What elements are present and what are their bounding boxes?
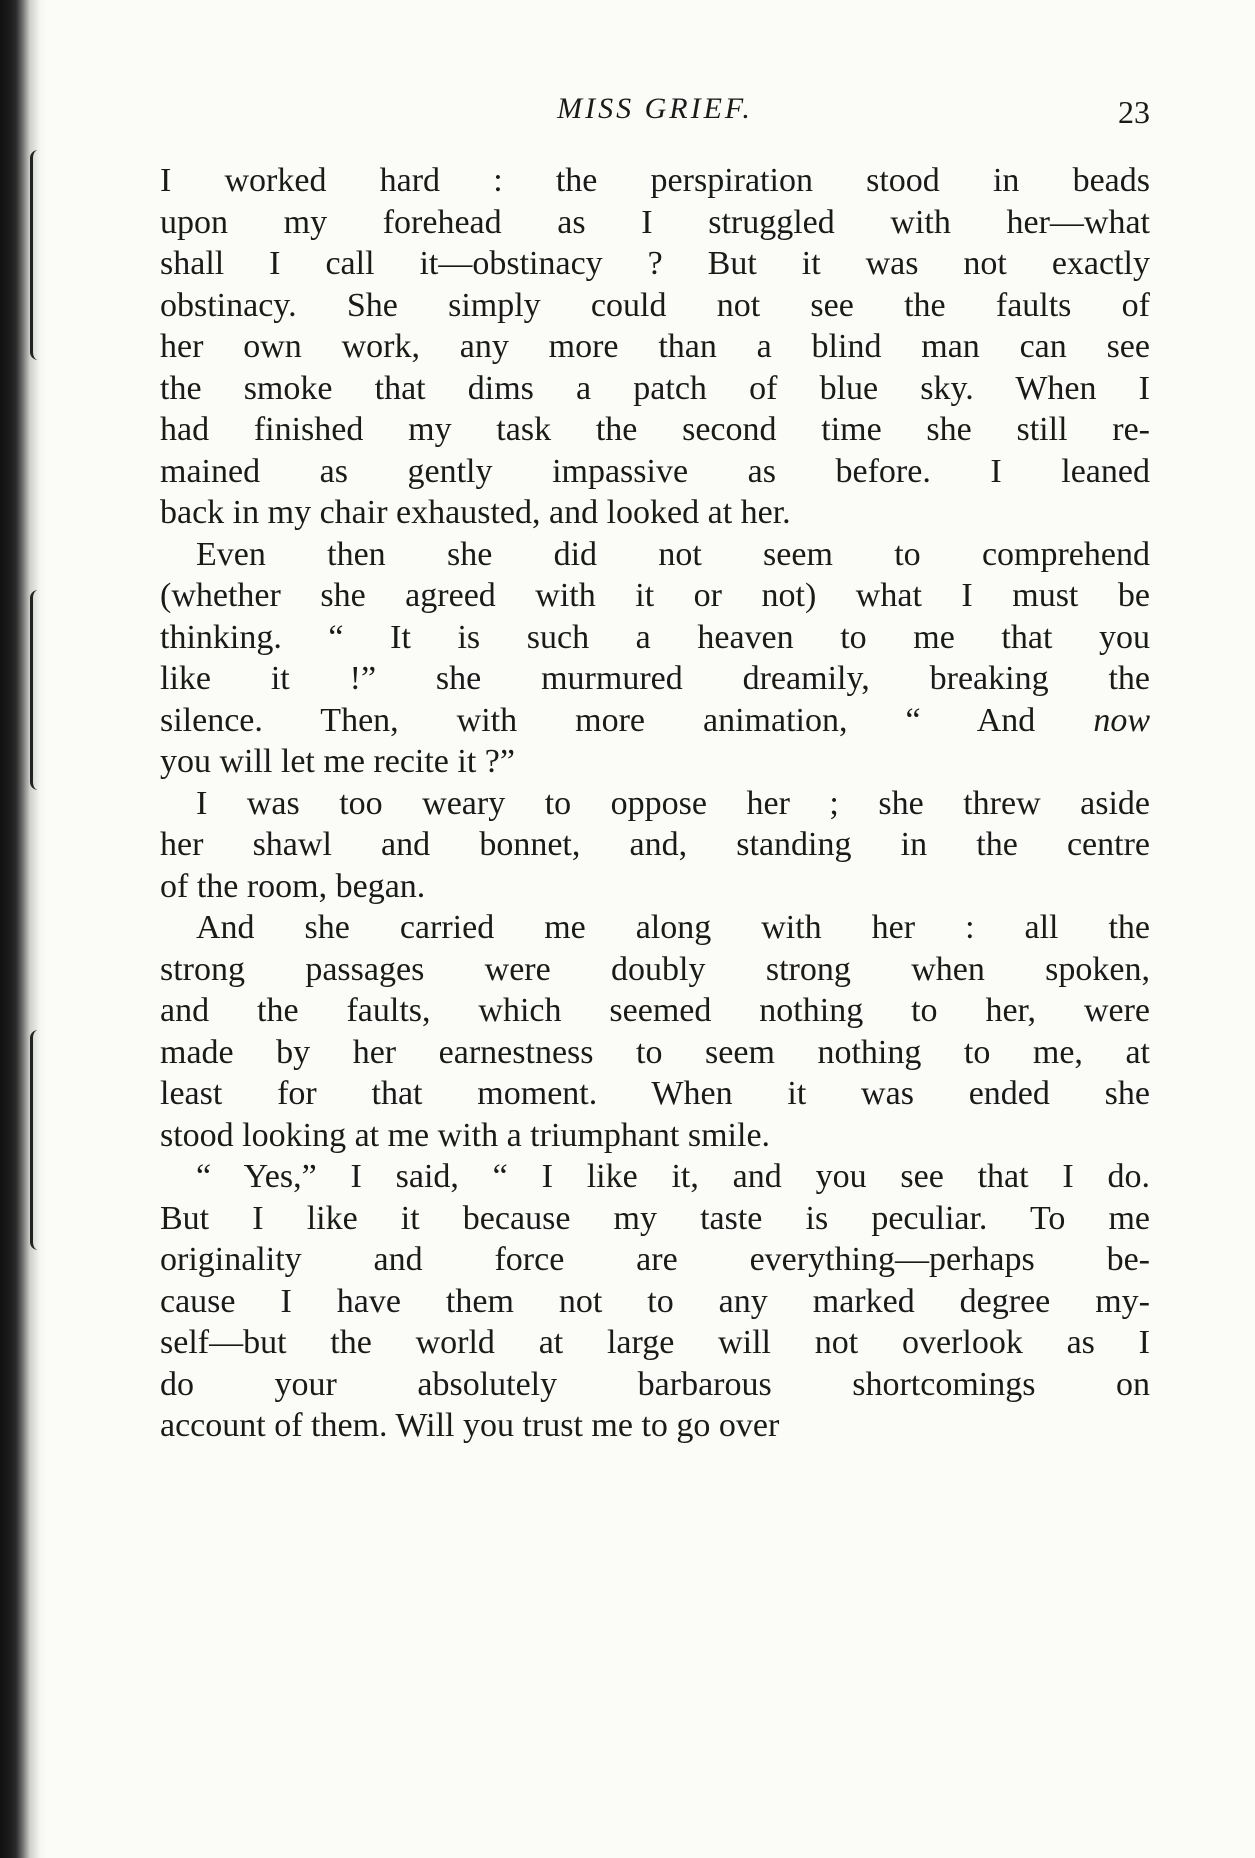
- text-line: the smoke that dims a patch of blue sky. When I: [160, 369, 1150, 407]
- paragraph: [160, 907, 1150, 1156]
- text-line: self—but the world at large will not overlook as I: [160, 1324, 1150, 1361]
- text-line: Even then she did not seem to comprehend: [196, 535, 1150, 573]
- binding-thread: [30, 1030, 45, 1250]
- text-line: strong passages were doubly strong when spoken,: [160, 950, 1150, 988]
- text-line: like it !” she murmured dreamily, breaking the: [160, 660, 1150, 697]
- text-line: made by her earnestness to seem nothing to me, at: [160, 1033, 1150, 1071]
- binding-thread: [30, 150, 45, 360]
- paragraph: [160, 783, 1150, 908]
- text-line: shall I call it—obstinacy ? But it was not exactly: [160, 245, 1150, 282]
- text-line: thinking. “ It is such a heaven to me that you: [160, 618, 1150, 656]
- binding-thread: [30, 590, 45, 790]
- text-line: cause I have them not to any marked degree my-: [160, 1282, 1150, 1320]
- text-line: account of them. Will you trust me to go over: [160, 1407, 780, 1444]
- text-line: originality and force are everything—perhaps be-: [160, 1241, 1150, 1278]
- text-line: do your absolutely barbarous shortcomings on: [160, 1365, 1150, 1403]
- text-line: her own work, any more than a blind man can see: [160, 328, 1150, 365]
- text-line: And she carried me along with her : all the: [196, 909, 1150, 946]
- text-line: back in my chair exhausted, and looked at her.: [160, 494, 791, 531]
- text-line: of the room, began.: [160, 867, 426, 905]
- running-head: MISS GRIEF.: [557, 92, 753, 125]
- text-line: But I like it because my taste is peculiar. To me: [160, 1199, 1150, 1237]
- text-line: you will let me recite it ?”: [160, 743, 515, 780]
- body-text: [160, 160, 1150, 1447]
- page-header: [160, 92, 1150, 142]
- text-line: (whether she agreed with it or not) what I must be: [160, 577, 1150, 614]
- page-number: 23: [1118, 94, 1150, 130]
- text-line: and the faults, which seemed nothing to her, were: [160, 992, 1150, 1029]
- text-line: silence. Then, with more animation, “ And now: [160, 701, 1150, 739]
- paragraph: [160, 160, 1150, 534]
- text-line: upon my forehead as I struggled with her—what: [160, 203, 1150, 241]
- text-line: obstinacy. She simply could not see the faults of: [160, 286, 1150, 324]
- paragraph: [160, 534, 1150, 783]
- paragraph: [160, 1156, 1150, 1447]
- text-line: stood looking at me with a triumphant smile.: [160, 1116, 771, 1154]
- text-line: her shawl and bonnet, and, standing in the centre: [160, 826, 1150, 863]
- text-line: “ Yes,” I said, “ I like it, and you see that I do.: [196, 1158, 1150, 1195]
- text-line: I worked hard : the perspiration stood in beads: [160, 162, 1150, 199]
- text-line: least for that moment. When it was ended she: [160, 1075, 1150, 1112]
- emphasis-now: now: [1093, 701, 1150, 739]
- text-line: had finished my task the second time she still re-: [160, 411, 1150, 448]
- text-line: I was too weary to oppose her ; she threw aside: [196, 784, 1150, 822]
- text-line: mained as gently impassive as before. I leaned: [160, 452, 1150, 490]
